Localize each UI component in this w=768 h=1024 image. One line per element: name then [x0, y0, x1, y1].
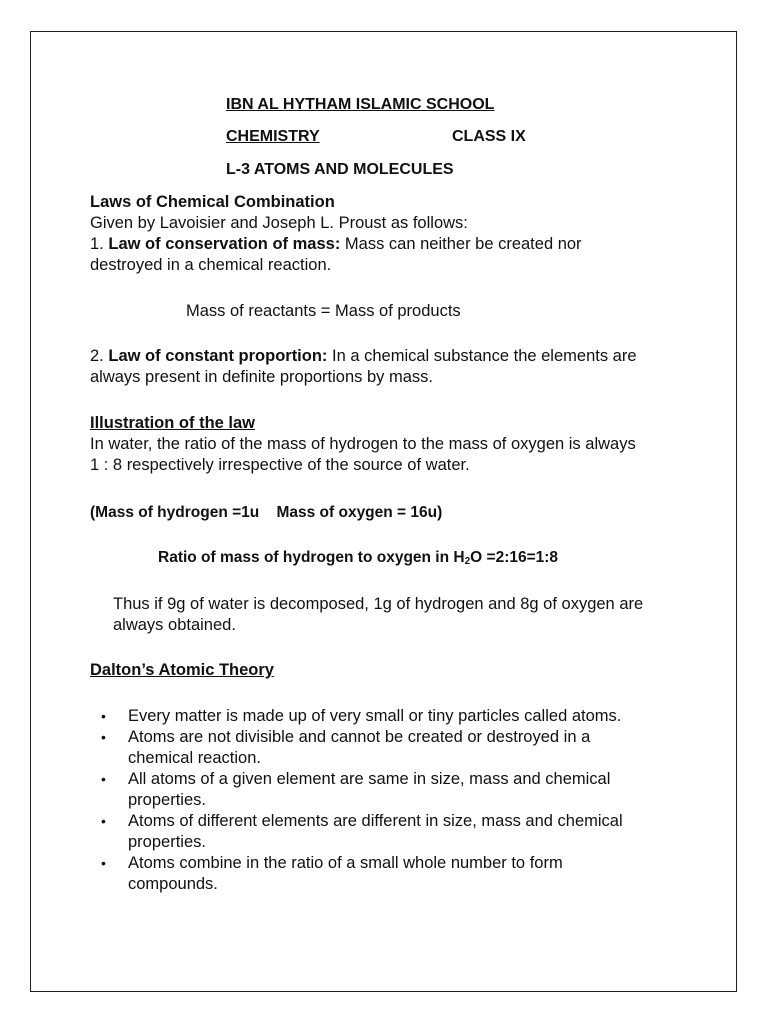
- bullet-icon: •: [101, 771, 106, 787]
- law2-title: Law of constant proportion:: [108, 347, 328, 365]
- school-name: IBN AL HYTHAM ISLAMIC SCHOOL: [226, 96, 495, 113]
- ratio-prefix: Ratio of mass of hydrogen to oxygen in H: [158, 549, 465, 566]
- point-line1: Atoms of different elements are different in size, mass and chemical: [128, 812, 623, 830]
- point-line1: Atoms combine in the ratio of a small whole number to form: [128, 854, 563, 872]
- bullet-icon: •: [101, 813, 106, 829]
- bullet-icon: •: [101, 708, 106, 724]
- illustration-heading: Illustration of the law: [90, 414, 256, 432]
- dalton-points-list: [96, 706, 688, 895]
- masses-line: (Mass of hydrogen =1u Mass of oxygen = 16u): [90, 504, 443, 521]
- conclusion-line1: Thus if 9g of water is decomposed, 1g of hydrogen and 8g of oxygen are: [113, 595, 644, 613]
- list-item: [96, 853, 688, 895]
- law1-line1: [90, 234, 582, 255]
- list-item: [96, 727, 688, 769]
- laws-heading: Laws of Chemical Combination: [90, 193, 335, 211]
- mass-equation: Mass of reactants = Mass of products: [186, 302, 461, 320]
- law2-line1: [90, 346, 637, 367]
- law1-number: 1.: [90, 235, 104, 253]
- laws-intro: Given by Lavoisier and Joseph L. Proust as follows:: [90, 214, 468, 232]
- point-line2: properties.: [128, 791, 206, 809]
- ratio-subscript: 2: [464, 556, 471, 567]
- conclusion-line2: always obtained.: [113, 616, 236, 634]
- point-line1: Atoms are not divisible and cannot be created or destroyed in a: [128, 728, 591, 746]
- lesson-title: L-3 ATOMS AND MOLECULES: [226, 161, 454, 178]
- point-line1: Every matter is made up of very small or tiny particles called atoms.: [128, 707, 622, 725]
- law2-number: 2.: [90, 347, 104, 365]
- point-line2: properties.: [128, 833, 206, 851]
- bullet-icon: •: [101, 855, 106, 871]
- law1-line2: destroyed in a chemical reaction.: [90, 256, 332, 274]
- point-line1: All atoms of a given element are same in size, mass and chemical: [128, 770, 611, 788]
- point-line2: compounds.: [128, 875, 218, 893]
- subject-class-line: [226, 126, 533, 147]
- law2-line2: always present in definite proportions by mass.: [90, 368, 434, 386]
- list-item: [96, 811, 688, 853]
- ratio-line: [158, 547, 558, 572]
- law2-text: In a chemical substance the elements are: [332, 347, 637, 365]
- list-item: [96, 706, 688, 727]
- law1-title: Law of conservation of mass:: [108, 235, 341, 253]
- list-item: [96, 769, 688, 811]
- class-title: CLASS IX: [452, 128, 526, 145]
- law1-text: Mass can neither be created nor: [344, 235, 582, 253]
- ratio-suffix: O =2:16=1:8: [470, 549, 559, 566]
- dalton-heading: Dalton’s Atomic Theory: [90, 661, 274, 679]
- point-line2: chemical reaction.: [128, 749, 261, 767]
- bullet-icon: •: [101, 729, 106, 745]
- subject-title: CHEMISTRY: [226, 128, 320, 145]
- illustration-line1: In water, the ratio of the mass of hydrogen to the mass of oxygen is always: [90, 435, 636, 453]
- illustration-line2: 1 : 8 respectively irrespective of the source of water.: [90, 456, 470, 474]
